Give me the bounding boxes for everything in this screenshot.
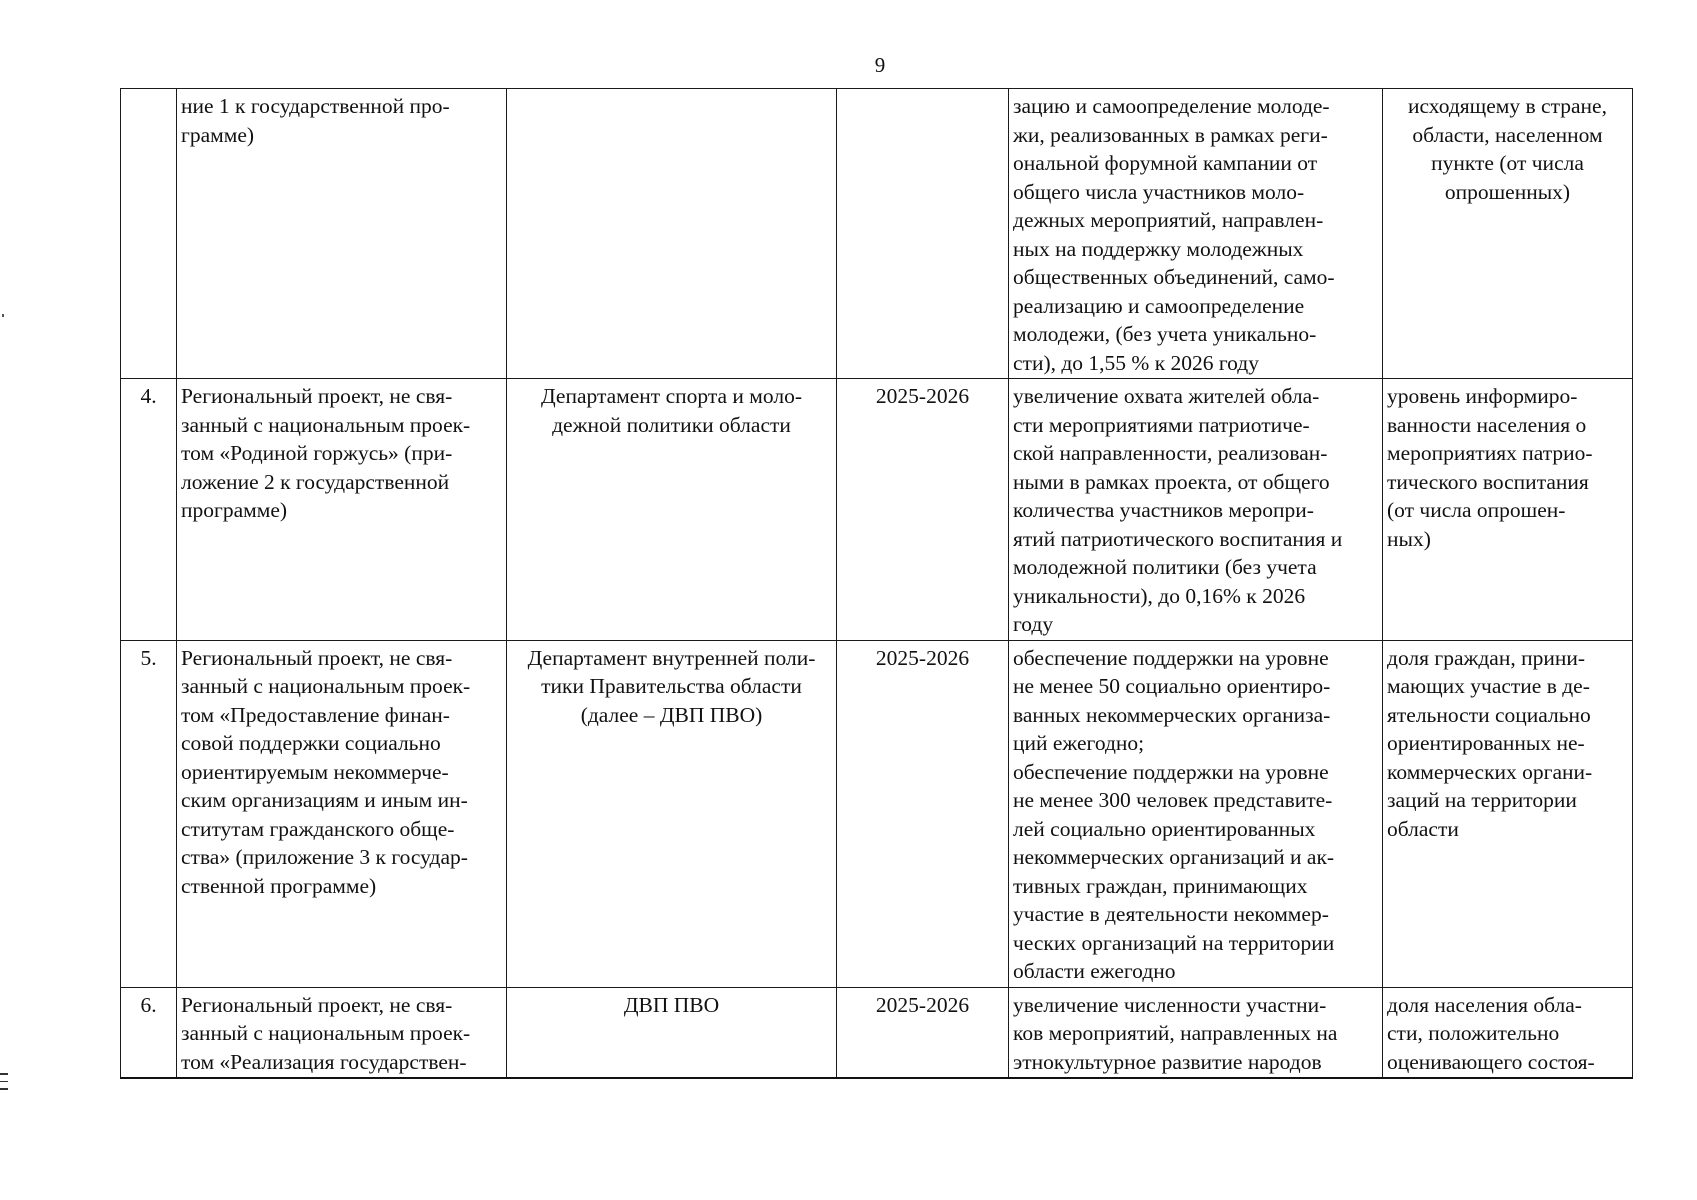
responsible-dept-cell: Департамент спорта и моло- дежной политики области (507, 379, 837, 641)
period-cell: 2025-2026 (837, 987, 1009, 1078)
row-number-cell (121, 89, 177, 379)
page-number: 9 (874, 53, 886, 77)
table-row (121, 379, 1633, 641)
indicator-cell: уровень информиро- ванности населения о мероприятиях патрио- тического воспитания (от числа опрошен- ных) (1383, 379, 1633, 641)
project-name-cell: Региональный проект, не свя- занный с национальным проек- том «Родиной горжусь» (при- ложение 2 к государственной программе) (177, 379, 507, 641)
indicator-cell: доля населения обла- сти, положительно оценивающего состоя- (1383, 987, 1633, 1078)
expected-result-cell: увеличение охвата жителей обла- сти мероприятиями патриотиче- ской направленности, реализован- ными в рамках проекта, от общего количества участников меропри- ятий патриотического воспитания и молодежной политики (без учета уникальности), до 0,16% к 2026 году (1009, 379, 1383, 641)
scan-artifact (2, 314, 4, 317)
project-name-cell: Региональный проект, не свя- занный с национальным проек- том «Реализация государствен- (177, 987, 507, 1078)
indicator-cell: исходящему в стране, области, населенном пункте (от числа опрошенных) (1383, 89, 1633, 379)
period-cell: 2025-2026 (837, 379, 1009, 641)
row-number-cell: 5. (121, 640, 177, 987)
program-table (120, 88, 1633, 1079)
row-number-cell: 4. (121, 379, 177, 641)
expected-result-cell: увеличение численности участни- ков мероприятий, направленных на этнокультурное развитие народов (1009, 987, 1383, 1078)
project-name-cell: ние 1 к государственной про- грамме) (177, 89, 507, 379)
table-row (121, 640, 1633, 987)
period-cell: 2025-2026 (837, 640, 1009, 987)
row-number-cell: 6. (121, 987, 177, 1078)
table-row (121, 987, 1633, 1078)
responsible-dept-cell: ДВП ПВО (507, 987, 837, 1078)
indicator-cell: доля граждан, прини- мающих участие в де- ятельности социально ориентированных не- коммерческих органи- заций на территории области (1383, 640, 1633, 987)
expected-result-cell: зацию и самоопределение молоде- жи, реализованных в рамках реги- ональной форумной кампании от общего числа участников моло- дежных мероприятий, направлен- ных на поддержку молодежных общественных объединений, само- реализацию и самоопределение молодежи, (без учета уникально- сти), до 1,55 % к 2026 году (1009, 89, 1383, 379)
project-name-cell: Региональный проект, не свя- занный с национальным проек- том «Предоставление финан- совой поддержки социально ориентируемым некоммерче- ским организациям и иным ин- ститутам гражданского обще- ства» (приложение 3 к государ- ственной программе) (177, 640, 507, 987)
responsible-dept-cell (507, 89, 837, 379)
scan-artifact (0, 1073, 8, 1097)
expected-result-cell: обеспечение поддержки на уровне не менее 50 социально ориентиро- ванных некоммерческих организа- ций ежегодно; обеспечение поддержки на уровне не менее 300 человек представите- лей социально ориентированных некоммерческих организаций и ак- тивных граждан, принимающих участие в деятельности некоммер- ческих организаций на территории области ежегодно (1009, 640, 1383, 987)
table-row (121, 89, 1633, 379)
responsible-dept-cell: Департамент внутренней поли- тики Правительства области (далее – ДВП ПВО) (507, 640, 837, 987)
period-cell (837, 89, 1009, 379)
